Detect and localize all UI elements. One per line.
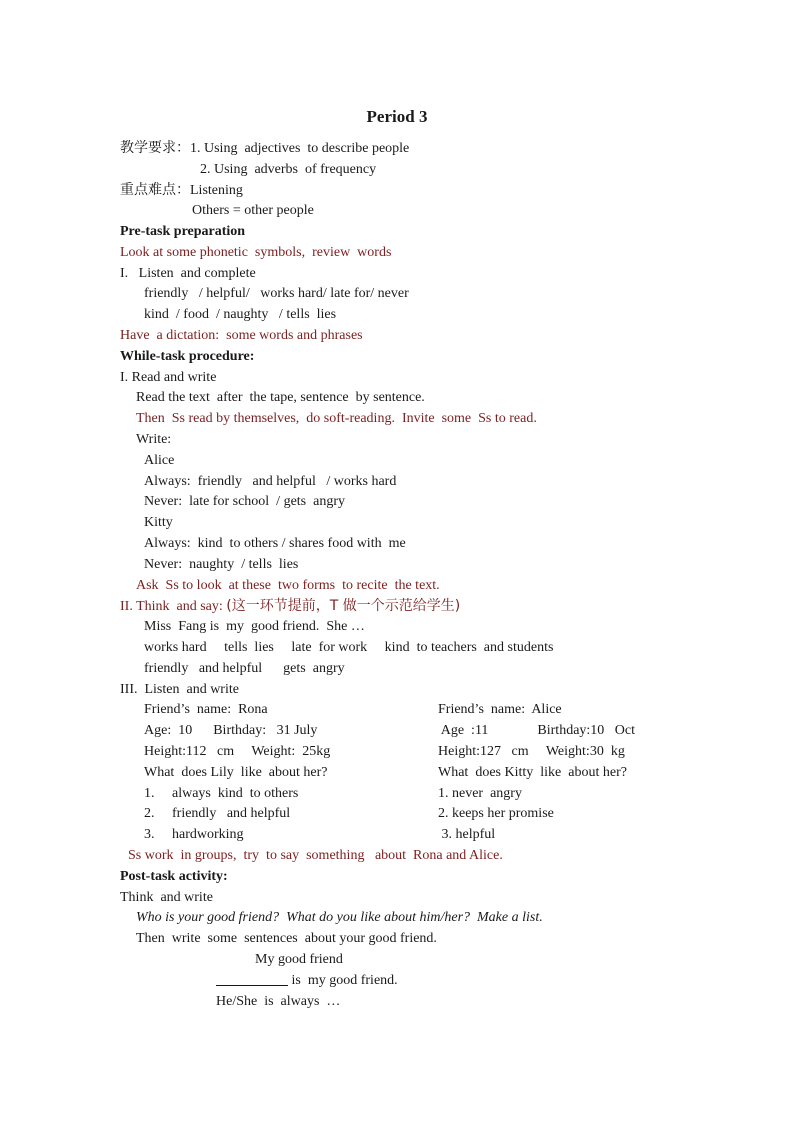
post-task-instruction: Then write some sentences about your good friend. bbox=[136, 931, 437, 946]
post-task-question: Who is your good friend? What do you like about him/her? Make a list. bbox=[136, 910, 543, 925]
pre-task-word-list-1: friendly / helpful/ works hard/ late for/ never bbox=[144, 286, 409, 301]
pre-task-heading: Pre-task preparation bbox=[120, 224, 246, 239]
pre-task-review: Look at some phonetic symbols, review words bbox=[120, 245, 392, 260]
post-task-subtitle: Think and write bbox=[120, 890, 213, 905]
group-work-instruction: Ss work in groups, try to say something about Rona and Alice. bbox=[128, 848, 503, 863]
rona-question: What does Lily like about her? bbox=[144, 765, 328, 780]
pre-task-word-list-2: kind / food / naughty / tells lies bbox=[144, 307, 337, 322]
rona-age-birthday: Age: 10 Birthday: 31 July bbox=[144, 723, 318, 738]
objectives-row bbox=[120, 138, 409, 159]
think-say-title: II. Think and say: bbox=[120, 599, 227, 614]
think-say-note: (这一环节提前，T 做一个示范给学生) bbox=[226, 598, 461, 614]
key-point-1: Listening bbox=[190, 183, 243, 198]
think-say-phrases-1: works hard tells lies late for work kind to teachers and students bbox=[144, 640, 554, 655]
alice-friend-name: Friend’s name: Alice bbox=[438, 702, 562, 717]
key-points-label: 重点难点： bbox=[120, 182, 190, 198]
essay-line-1-text: is my good friend. bbox=[288, 973, 398, 988]
alice-name: Alice bbox=[144, 453, 175, 468]
write-label: Write: bbox=[136, 432, 172, 447]
key-point-2: Others = other people bbox=[192, 203, 314, 218]
kitty-name: Kitty bbox=[144, 515, 173, 530]
page-title: Period 3 bbox=[366, 107, 428, 126]
rona-answer-3: 3. hardworking bbox=[144, 827, 244, 842]
pre-task-exercise-title: I. Listen and complete bbox=[120, 266, 256, 281]
read-write-title: I. Read and write bbox=[120, 370, 217, 385]
while-task-heading: While-task procedure: bbox=[120, 349, 255, 364]
essay-title: My good friend bbox=[255, 952, 343, 967]
alice-answer-3: 3. helpful bbox=[438, 827, 496, 842]
think-say-phrases-2: friendly and helpful gets angry bbox=[144, 661, 345, 676]
essay-line-2: He/She is always … bbox=[216, 994, 341, 1009]
essay-line-1 bbox=[216, 971, 398, 991]
listen-write-title: III. Listen and write bbox=[120, 682, 239, 697]
alice-always: Always: friendly and helpful / works hard bbox=[144, 474, 397, 489]
think-say-example: Miss Fang is my good friend. She … bbox=[144, 619, 365, 634]
think-say-row bbox=[120, 596, 460, 617]
read-instruction: Read the text after the tape, sentence by sentence. bbox=[136, 390, 425, 405]
rona-name: Friend’s name: Rona bbox=[144, 702, 268, 717]
alice-age-birthday: Age :11 Birthday:10 Oct bbox=[438, 723, 636, 738]
alice-answer-2: 2. keeps her promise bbox=[438, 806, 554, 821]
kitty-always: Always: kind to others / shares food with me bbox=[144, 536, 406, 551]
post-task-heading: Post-task activity: bbox=[120, 869, 228, 884]
fill-in-blank[interactable] bbox=[216, 971, 288, 986]
kitty-never: Never: naughty / tells lies bbox=[144, 557, 299, 572]
recite-instruction: Ask Ss to look at these two forms to recite the text. bbox=[136, 578, 440, 593]
objective-1: 1. Using adjectives to describe people bbox=[190, 141, 410, 156]
rona-answer-2: 2. friendly and helpful bbox=[144, 806, 291, 821]
alice-never: Never: late for school / gets angry bbox=[144, 494, 345, 509]
rona-height-weight: Height:112 cm Weight: 25kg bbox=[144, 744, 331, 759]
key-points-row bbox=[120, 180, 243, 201]
alice-answer-1: 1. never angry bbox=[438, 786, 522, 801]
objective-2: 2. Using adverbs of frequency bbox=[200, 162, 377, 177]
alice-height-weight: Height:127 cm Weight:30 kg bbox=[438, 744, 625, 759]
alice-question: What does Kitty like about her? bbox=[438, 765, 627, 780]
rona-answer-1: 1. always kind to others bbox=[144, 786, 299, 801]
objectives-label: 教学要求： bbox=[120, 140, 190, 156]
soft-reading-instruction: Then Ss read by themselves, do soft-reading. Invite some Ss to read. bbox=[136, 411, 537, 426]
pre-task-dictation: Have a dictation: some words and phrases bbox=[120, 328, 363, 343]
